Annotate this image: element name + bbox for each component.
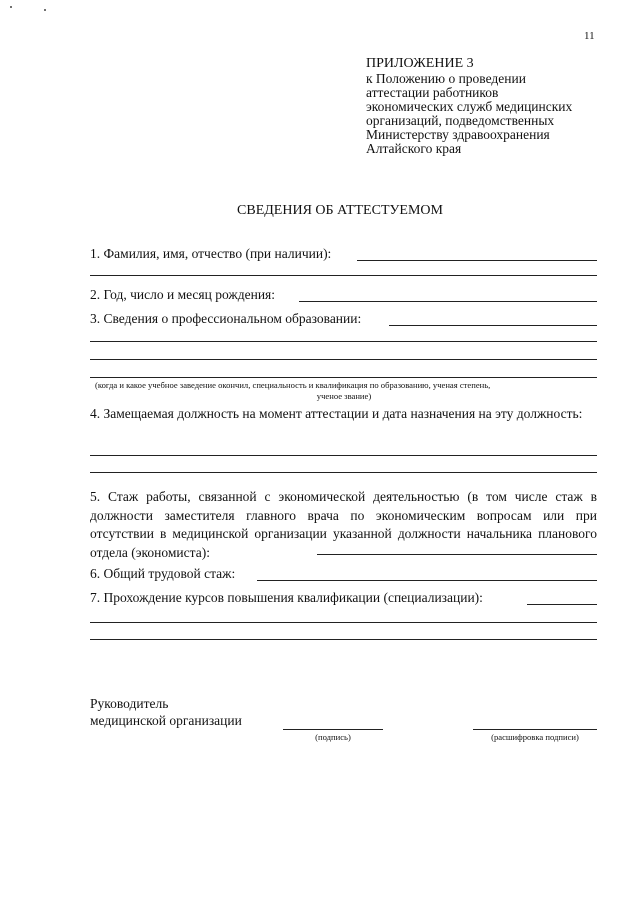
signature-decode-caption: (расшифровка подписи) (491, 732, 579, 742)
appendix-line: аттестации работников (366, 85, 499, 100)
birth-date-field[interactable] (299, 301, 597, 302)
appendix-line: Алтайского края (366, 141, 462, 156)
appendix-block (366, 56, 572, 156)
appendix-line: Министерству здравоохранения (366, 127, 550, 142)
field-label-full-name: 1. Фамилия, имя, отчество (при наличии): (90, 246, 332, 261)
field-label-economic-experience: 5. Стаж работы, связанной с экономической деятельностью (в том числе стаж в должности заместителя главного врача по экономическим вопросам или при отсутствии в медицинской организации указанной должности начальника планового отдела (экономиста): (90, 489, 597, 560)
signature-role-line1: Руководитель (90, 696, 169, 711)
training-field[interactable] (527, 604, 597, 605)
field-label-birth-date: 2. Год, число и месяц рождения: (90, 287, 275, 302)
signature-field[interactable] (283, 729, 383, 730)
education-field-line[interactable] (90, 341, 597, 342)
economic-experience-field[interactable] (317, 554, 597, 555)
education-field-line[interactable] (90, 377, 597, 378)
signature-caption: (подпись) (315, 732, 351, 742)
full-name-field-continuation[interactable] (90, 275, 597, 276)
appendix-title: ПРИЛОЖЕНИЕ 3 (366, 56, 474, 71)
signature-role-line2: медицинской организации (90, 713, 242, 728)
education-field[interactable] (389, 325, 597, 326)
document-title: СВЕДЕНИЯ ОБ АТТЕСТУЕМОМ (237, 203, 443, 218)
education-note-cont: ученое звание) (316, 391, 372, 401)
full-name-field[interactable] (357, 260, 597, 261)
training-field-line[interactable] (90, 639, 597, 640)
education-field-line[interactable] (90, 359, 597, 360)
appendix-line: экономических служб медицинских (366, 99, 573, 114)
field-label-training: 7. Прохождение курсов повышения квалификации (специализации): (90, 590, 483, 605)
appendix-line: организаций, подведомственных (366, 113, 555, 128)
field-label-education: 3. Сведения о профессиональном образовании: (90, 311, 362, 326)
scan-speck (44, 9, 46, 11)
appendix-line: к Положению о проведении (366, 71, 526, 86)
position-field-line[interactable] (90, 455, 597, 456)
field-label-position: 4. Замещаемая должность на момент аттестации и дата назначения на эту должность: (90, 406, 583, 421)
education-note: (когда и какое учебное заведение окончил, специальность и квалификация по образованию, ученая степень, (95, 380, 491, 390)
total-experience-field[interactable] (257, 580, 597, 581)
field-label-total-experience: 6. Общий трудовой стаж: (90, 566, 236, 581)
page-number: 11 (584, 30, 595, 42)
signature-decode-field[interactable] (473, 729, 597, 730)
position-field-line[interactable] (90, 472, 597, 473)
training-field-line[interactable] (90, 622, 597, 623)
scan-speck (10, 6, 12, 8)
